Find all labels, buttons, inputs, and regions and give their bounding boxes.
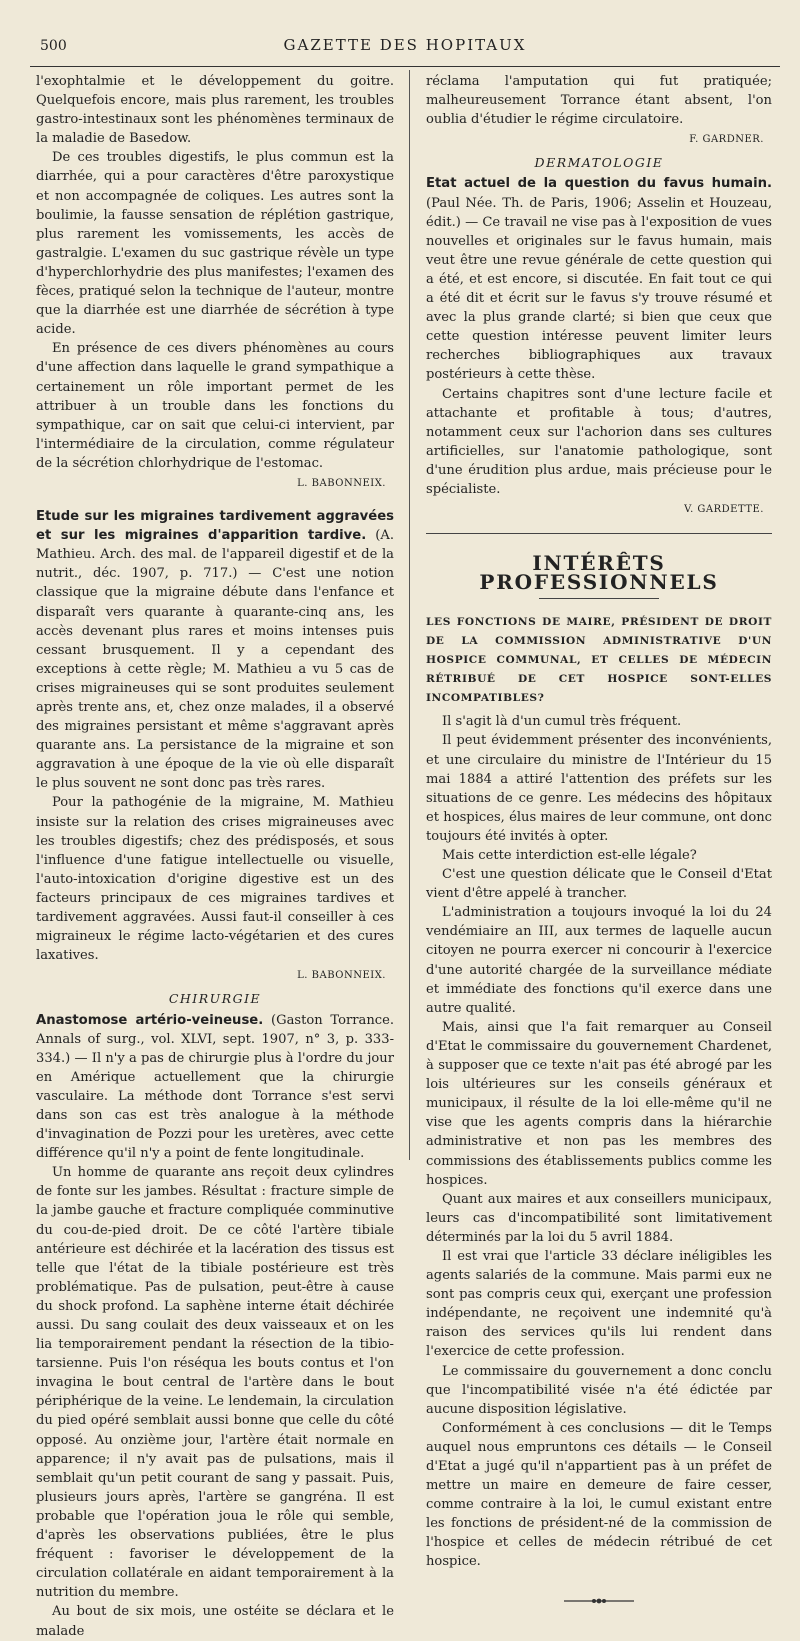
- right-column: [426, 72, 772, 1611]
- article-reference: (A. Mathieu. Arch. des mal. de l'appareil digestif et de la nutrit., déc. 1907, p. 717.) —: [36, 528, 394, 582]
- article-intro: [426, 174, 772, 384]
- article-lead: Il n'y a pas de chirurgie plus à l'ordre du jour en Amérique actuellement que la chirurgie vasculaire. La méthode dont Torrance s'est servi dans son cas est très analogue à la méthode d'invagination de Pozzi pour les uretères, avec cette différence qu'il n'y a point de fente longitudinale.: [36, 1050, 394, 1162]
- paragraph: Un homme de quarante ans reçoit deux cylindres de fonte sur les jambes. Résultat : fracture simple de la jambe gauche et fracture compliquée comminutive du cou-de-pied droit. De ce côté l'artère tibiale antérieure est déchirée et la lacération des tissus est telle que l'état de la tibiale postérieure est très problématique. Pas de pulsation, peut-être à cause du shock profond. La saphène interne était déchirée aussi. Du sang coulait des deux vaisseaux et on les lia temporairement pendant la résection de la tibio-tarsienne. Puis l'on réséqua les bouts contus et l'on invagina le bout central de l'artère dans le bout périphérique de la veine. Le lendemain, la circulation du pied opéré semblait aussi bonne que celle du côté opposé. Au onzième jour, l'artère était normale en apparence; il n'y avait pas de pulsations, mais il semblait qu'un petit courant de sang y passait. Puis, plusieurs jours après, l'artère se gangréna. Il est probable que l'opération joua le rôle qui semble, d'après les observations publiées, être le plus fréquent : favoriser le développement de la circulation collatérale en aidant temporairement à la nutrition du membre.: [36, 1165, 394, 1601]
- paragraph: Quant aux maires et aux conseillers municipaux, leurs cas d'incompatibilité sont limitativement déterminés par la loi du 5 avril 1884.: [426, 1191, 772, 1245]
- paragraph: En présence de ces divers phénomènes au cours d'une affection dans laquelle le grand sympathique a certainement un rôle important permet de les attribuer à un trouble dans les fonctions du sympathique, car on sait que celui-ci intervient, par l'intermédiaire de la circulation, comme régulateur de la sécrétion chlorhydrique de l'estomac.: [36, 341, 394, 471]
- paragraph: De ces troubles digestifs, le plus commun est la diarrhée, qui a pour caractères d'être paroxystique et non accompagnée de coliques. Les autres sont la boulimie, la fausse sensation de réplétion gastrique, plus rarement les vomissements, les accès de gastralgie. L'examen du suc gastrique révèle un type d'hyperchlorhydrie des plus manifestes; l'examen des fèces, pratiqué selon la technique de l'auteur, montre que la diarrhée est une diarrhée de sécrétion à type acide.: [36, 150, 394, 338]
- article-reference: (Gaston Torrance. Annals of surg., vol. XLVI, sept. 1907, n° 3, p. 333-334.) —: [36, 1012, 395, 1066]
- section-title: INTÉRÊTS PROFESSIONNELS: [479, 551, 719, 595]
- article-reference: (Paul Née. Th. de Paris, 1906; Asselin et Houzeau, édit.) —: [426, 195, 772, 230]
- section-heading: CHIRURGIE: [168, 991, 262, 1007]
- author-signature: V. GARDETTE.: [684, 504, 764, 516]
- paragraph: Il peut évidemment présenter des inconvénients, et une circulaire du ministre de l'Intérieur du 15 mai 1884 a attiré l'attention des préfets sur les situations de ce genre. Les médecins des hôpitaux et hospices, élus maires de leur commune, ont donc toujours été invités à opter.: [426, 733, 772, 844]
- left-column: [36, 72, 394, 1641]
- paragraph: Certains chapitres sont d'une lecture facile et attachante et profitable à tous; d'autres, notamment ceux sur l'achorion dans ses cultures artificielles, sur l'anatomie pathologique, sont d'une érudition plus ardue, mais précieuse pour le spécialiste.: [426, 386, 772, 497]
- page-number: 500: [40, 38, 67, 54]
- paragraph: Il est vrai que l'article 33 déclare inéligibles les agents salariés de la commune. Mais parmi eux ne sont pas compris ceux qui, exerçant une profession indépendante, ne reçoivent une indemnité qu'à raison des services qu'ils lui rendent dans l'exercice de cette profession.: [426, 1248, 772, 1360]
- author-signature: F. GARDNER.: [689, 134, 764, 146]
- paragraph: réclama l'amputation qui fut pratiquée; malheureusement Torrance étant absent, l'on oublia d'étudier le régime circulatoire.: [426, 74, 772, 128]
- article-lead: C'est une notion classique que la migraine débute dans l'enfance et disparaît vers quarante à quarante-cinq ans, les accès devenant plus rares et moins intenses puis cessant brusquement. Il y a cependant des exceptions à cette règle; M. Mathieu a vu 5 cas de crises migraineuses qui se sont produites seulement après trente ans, et, chez onze malades, il a observé des migraines persistant et même s'aggravant après quarante ans. La persistance de la migraine et son aggravation à une époque de la vie où elle disparaît le plus souvent ne sont donc pas très rares.: [36, 566, 395, 792]
- paragraph: Conformément à ces conclusions — dit le Temps auquel nous empruntons ces détails — le Conseil d'Etat a jugé qu'il n'appartient pas à un préfet de mettre un maire en demeure de faire cesser, comme contraire à la loi, le cumul existant entre les fonctions de président-né de la commission de l'hospice et celles de médecin rétribué de cet hospice.: [426, 1420, 772, 1570]
- article-title: Anastomose artério-veineuse.: [36, 1012, 264, 1028]
- running-title: GAZETTE DES HOPITAUX: [283, 36, 527, 54]
- paragraph: Au bout de six mois, une ostéite se déclara et le malade: [36, 1604, 394, 1639]
- page-header: [30, 30, 780, 67]
- paragraph: l'exophtalmie et le développement du goitre. Quelquefois encore, mais plus rarement, les troubles gastro-intestinaux sont les phénomènes terminaux de la maladie de Basedow.: [36, 74, 394, 147]
- short-rule: [539, 598, 659, 599]
- spacer: [36, 493, 394, 507]
- ornament-icon: [564, 1597, 634, 1605]
- article-intro: [36, 507, 394, 793]
- paragraph: Mais cette interdiction est-elle légale?: [442, 848, 697, 863]
- author-signature: L. BABONNEIX.: [297, 477, 386, 489]
- paragraph: L'administration a toujours invoqué la loi du 24 vendémiaire an III, aux termes de laquelle aucun citoyen ne pourra exercer ni concourir à l'exercice d'une autorité chargée de la surveillance médiate et immédiate des fonctions qu'il exerce dans une autre qualité.: [426, 905, 772, 1016]
- article-intro: [36, 1011, 394, 1164]
- paragraph: Mais, ainsi que l'a fait remarquer au Conseil d'Etat le commissaire du gouvernement Chardenet, à supposer que ce texte n'ait pas été abrogé par les lois ultérieures sur les conseils généraux et municipaux, il résulte de la loi elle-même qu'il ne vise que les agents compris dans la hiérarchie administrative et non pas les membres des commissions des établissements publics comme les hospices.: [426, 1019, 772, 1188]
- paragraph: Il s'agit là d'un cumul très fréquent.: [442, 714, 682, 730]
- paragraph: C'est une question délicate que le Conseil d'Etat vient d'être appelé à trancher.: [426, 867, 772, 902]
- section-heading: DERMATOLOGIE: [534, 155, 664, 171]
- end-ornament: [426, 1592, 772, 1611]
- section-rule: [426, 533, 772, 534]
- article-lead: Ce travail ne vise pas à l'exposition de vues nouvelles et originales sur le favus humain, mais veut être une revue générale de cette question qui a été, et est encore, si discutée. En fait tout ce qui a été dit et écrit sur le favus s'y trouve résumé et avec la plus grande clarté; si bien que ceux que cette question intéresse peuvent limiter leurs recherches bibliographiques aux travaux postérieurs à cette thèse.: [426, 214, 772, 383]
- article-title: Etude sur les migraines tardivement aggravées et sur les migraines d'apparition tardive.: [36, 509, 394, 544]
- paragraph: Le commissaire du gouvernement a donc conclu que l'incompatibilité visée n'a été édictée par aucune disposition législative.: [426, 1363, 772, 1417]
- article-title: Etat actuel de la question du favus humain.: [426, 176, 772, 192]
- author-signature: L. BABONNEIX.: [297, 970, 386, 982]
- article-heading: LES FONCTIONS DE MAIRE, PRÉSIDENT DE DROIT DE LA COMMISSION ADMINISTRATIVE D'UN HOSPICE COMMUNAL, ET CELLES DE MÉDECIN RÉTRIBUÉ DE CET HOSPICE SONT-ELLES INCOMPATIBLES?: [426, 616, 772, 705]
- column-divider: [409, 70, 410, 1160]
- paragraph: Pour la pathogénie de la migraine, M. Mathieu insiste sur la relation des crises migraineuses avec les troubles digestifs; chez des prédisposés, et sous l'influence d'une fatigue intellectuelle ou visuelle, l'auto-intoxication d'origine digestive est un des facteurs principaux de ces migraines tardives et tardivement aggravées. Aussi faut-il conseiller à ces migraineux le régime lacto-végétarien et des cures laxatives.: [36, 795, 394, 964]
